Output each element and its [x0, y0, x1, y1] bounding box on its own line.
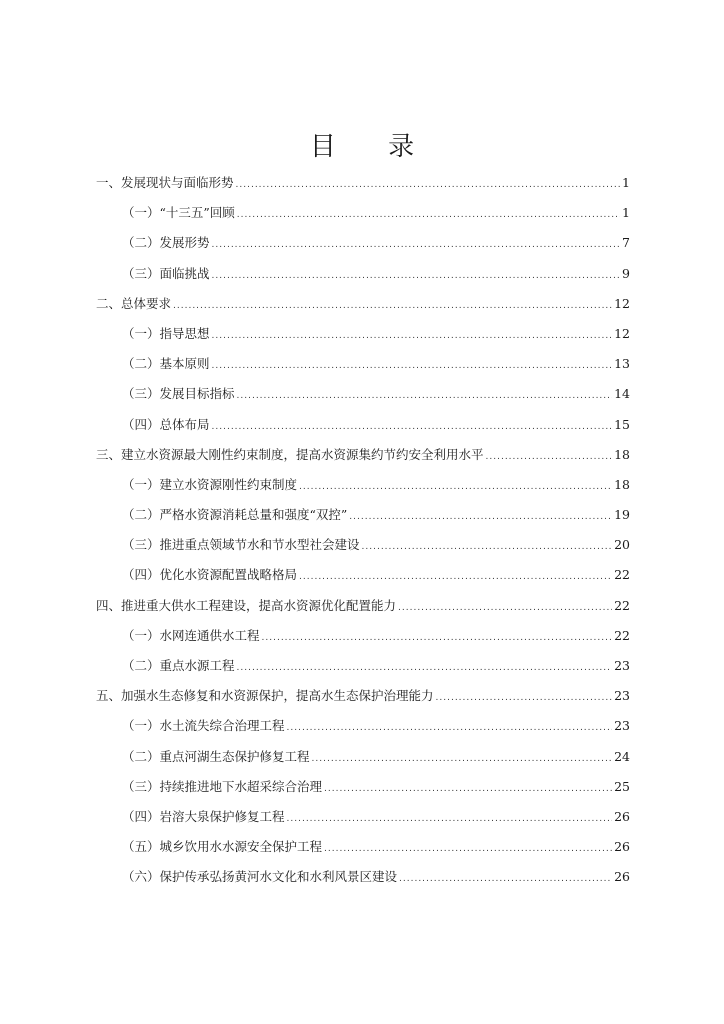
- toc-entry-title: （二）发展形势: [122, 235, 210, 251]
- toc-entry-title: （一）“十三五”回顾: [122, 205, 235, 221]
- toc-entry-title: （六）保护传承弘扬黄河水文化和水利风景区建设: [122, 869, 398, 885]
- toc-page-number: 25: [614, 778, 630, 794]
- toc-entry-title: （一）水网连通供水工程: [122, 627, 260, 643]
- toc-dot-leader: [212, 261, 621, 291]
- toc-section-entry[interactable]: [96, 651, 630, 681]
- toc-dot-leader: [212, 321, 613, 351]
- toc-page-number: 1: [622, 175, 630, 190]
- toc-dot-leader: [212, 412, 613, 442]
- toc-dot-leader: [398, 593, 612, 623]
- toc-section-entry[interactable]: [96, 410, 630, 440]
- toc-dot-leader: [237, 653, 613, 683]
- toc-page-number: 26: [614, 808, 630, 824]
- toc-section-entry[interactable]: [96, 500, 630, 530]
- toc-chapter-entry[interactable]: [96, 440, 630, 470]
- toc-chapter-entry[interactable]: [96, 168, 630, 198]
- toc-entry-title: （四）岩溶大泉保护修复工程: [122, 808, 285, 824]
- toc-entry-title: （一）指导思想: [122, 325, 210, 341]
- toc-section-entry[interactable]: [96, 772, 630, 802]
- toc-entry-title: （二）重点河湖生态保护修复工程: [122, 748, 310, 764]
- toc-section-entry[interactable]: [96, 379, 630, 409]
- toc-page-number: 18: [614, 476, 630, 492]
- toc-section-entry[interactable]: [96, 711, 630, 741]
- toc-entry-title: 一、发展现状与面临形势: [96, 175, 234, 190]
- toc-dot-leader: [236, 170, 621, 200]
- toc-page-number: 20: [614, 537, 630, 553]
- toc-section-entry[interactable]: [96, 349, 630, 379]
- toc-entry-title: （二）基本原则: [122, 356, 210, 372]
- toc-page-number: 24: [614, 748, 630, 764]
- toc-dot-leader: [486, 442, 613, 472]
- toc-section-entry[interactable]: [96, 319, 630, 349]
- toc-section-entry[interactable]: [96, 742, 630, 772]
- toc-page-number: 9: [622, 265, 630, 281]
- toc-page-number: 26: [614, 869, 630, 885]
- toc-section-entry[interactable]: [96, 198, 630, 228]
- toc-dot-leader: [212, 351, 613, 381]
- toc-entry-title: （二）重点水源工程: [122, 658, 235, 673]
- toc-dot-leader: [237, 200, 620, 230]
- toc-dot-leader: [436, 683, 613, 713]
- toc-page-number: 23: [614, 718, 630, 734]
- toc-dot-leader: [349, 502, 612, 532]
- toc-page-number: 7: [622, 235, 630, 251]
- toc-section-entry[interactable]: [96, 802, 630, 832]
- toc-dot-leader: [287, 804, 613, 834]
- toc-dot-leader: [312, 744, 613, 774]
- toc-dot-leader: [212, 230, 621, 260]
- toc-page-number: 13: [614, 356, 630, 372]
- toc-page-number: 15: [614, 416, 630, 432]
- table-of-contents: [96, 168, 630, 893]
- toc-page-number: 14: [614, 386, 630, 402]
- toc-page-number: 19: [614, 507, 630, 523]
- toc-chapter-entry[interactable]: [96, 289, 630, 319]
- toc-entry-title: （四）总体布局: [122, 416, 210, 432]
- page-title: 目 录: [309, 132, 437, 162]
- toc-dot-leader: [262, 623, 613, 653]
- toc-page-number: 22: [614, 627, 630, 643]
- toc-entry-title: 四、推进重大供水工程建设，提高水资源优化配置能力: [96, 597, 397, 613]
- toc-dot-leader: [324, 774, 612, 804]
- toc-page-number: 22: [614, 597, 630, 613]
- toc-page-number: 22: [614, 567, 630, 583]
- toc-section-entry[interactable]: [96, 862, 630, 892]
- toc-chapter-entry[interactable]: [96, 591, 630, 621]
- toc-entry-title: （四）优化水资源配置战略格局: [122, 567, 298, 583]
- toc-page-number: 1: [622, 205, 630, 221]
- toc-section-entry[interactable]: [96, 621, 630, 651]
- toc-entry-title: 五、加强水生态修复和水资源保护，提高水生态保护治理能力: [96, 688, 434, 704]
- toc-dot-leader: [173, 291, 612, 321]
- toc-dot-leader: [362, 532, 613, 562]
- toc-chapter-entry[interactable]: [96, 681, 630, 711]
- toc-dot-leader: [324, 834, 612, 864]
- toc-page-number: 23: [614, 688, 630, 704]
- toc-dot-leader: [299, 472, 612, 502]
- toc-entry-title: （一）建立水资源刚性约束制度: [122, 476, 298, 492]
- toc-page-number: 12: [614, 295, 630, 311]
- toc-entry-title: （二）严格水资源消耗总量和强度“双控”: [122, 507, 348, 523]
- toc-entry-title: （三）面临挑战: [122, 265, 210, 281]
- toc-entry-title: （一）水土流失综合治理工程: [122, 718, 285, 734]
- toc-dot-leader: [237, 381, 613, 411]
- toc-entry-title: （五）城乡饮用水水源安全保护工程: [122, 839, 323, 855]
- toc-page-number: 12: [614, 325, 630, 341]
- toc-section-entry[interactable]: [96, 560, 630, 590]
- toc-section-entry[interactable]: [96, 832, 630, 862]
- toc-section-entry[interactable]: [96, 259, 630, 289]
- toc-dot-leader: [299, 562, 612, 592]
- toc-dot-leader: [399, 864, 612, 894]
- toc-dot-leader: [287, 713, 613, 743]
- toc-section-entry[interactable]: [96, 470, 630, 500]
- toc-page-number: 23: [614, 658, 630, 673]
- toc-entry-title: 二、总体要求: [96, 295, 172, 311]
- toc-entry-title: 三、建立水资源最大刚性约束制度，提高水资源集约节约安全利用水平: [96, 446, 484, 462]
- toc-entry-title: （三）推进重点领域节水和节水型社会建设: [122, 537, 360, 553]
- toc-entry-title: （三）持续推进地下水超采综合治理: [122, 778, 323, 794]
- toc-entry-title: （三）发展目标指标: [122, 386, 235, 402]
- toc-page-number: 26: [614, 839, 630, 855]
- toc-section-entry[interactable]: [96, 228, 630, 258]
- toc-section-entry[interactable]: [96, 530, 630, 560]
- toc-page-number: 18: [614, 446, 630, 462]
